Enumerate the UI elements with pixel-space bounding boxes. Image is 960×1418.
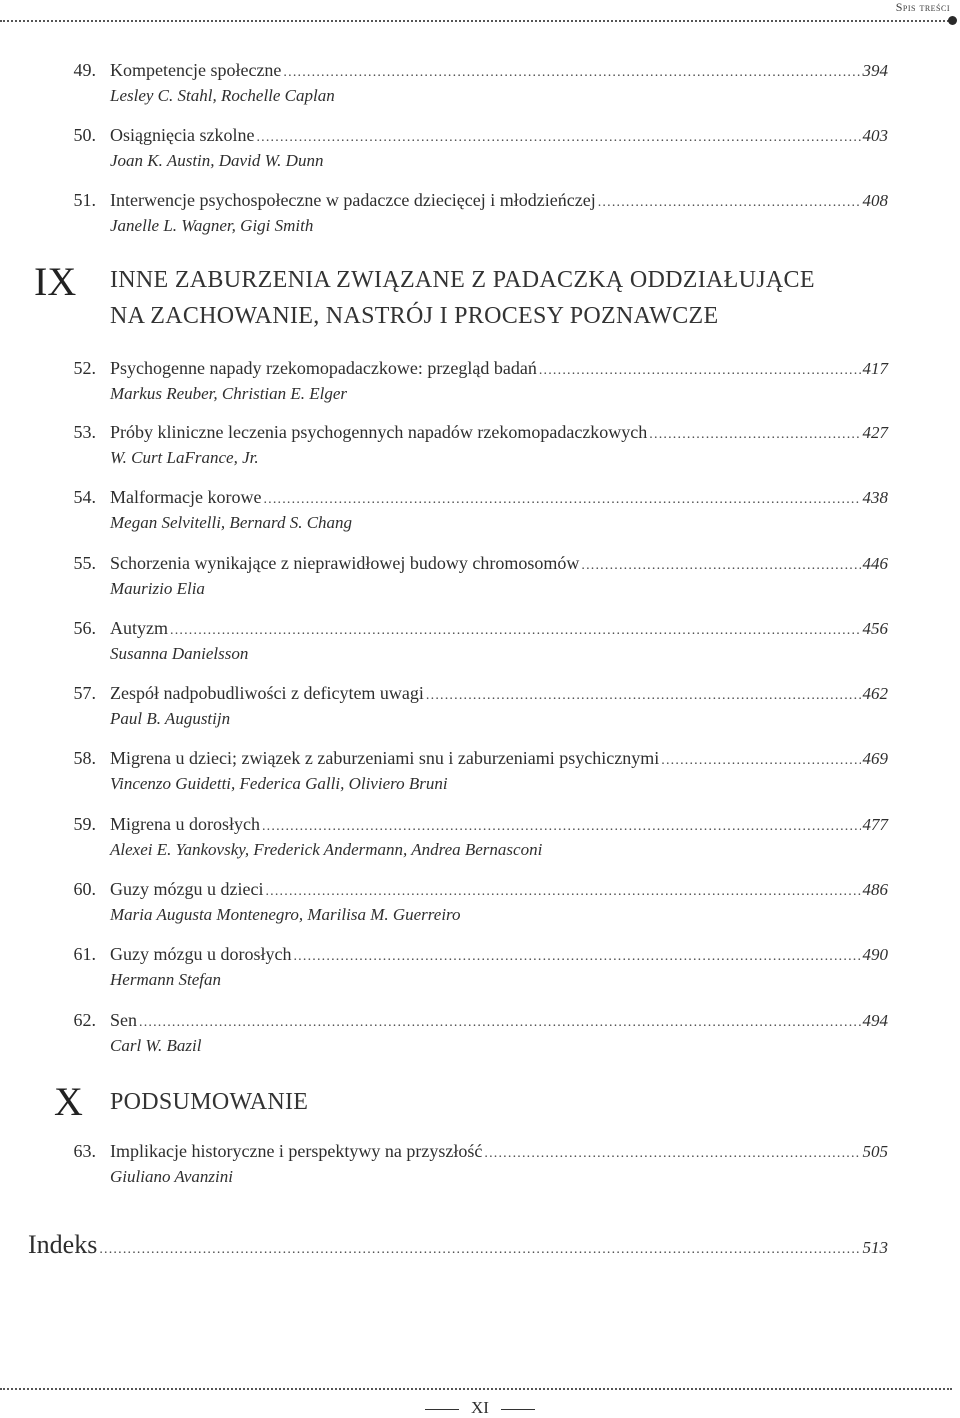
running-head-text: Spis treści	[895, 0, 950, 14]
bottom-dotted-rule	[0, 1388, 952, 1390]
entry-authors: Lesley C. Stahl, Rochelle Caplan	[110, 86, 335, 105]
entry-title: Guzy mózgu u dorosłych	[110, 944, 292, 964]
entry-authors: Megan Selvitelli, Bernard S. Chang	[110, 513, 353, 532]
entry-authors: Susanna Danielsson	[110, 644, 249, 663]
dot-leader	[649, 423, 860, 447]
entry-page: 438	[862, 488, 888, 507]
dot-leader	[256, 126, 860, 150]
dot-leader	[539, 359, 861, 383]
dot-leader	[99, 1242, 860, 1258]
toc-entry-index[interactable]	[28, 1230, 888, 1260]
entry-number: 55.	[73, 553, 96, 573]
entry-authors: Carl W. Bazil	[110, 1036, 202, 1055]
entry-authors: Vincenzo Guidetti, Federica Galli, Oliviero Bruni	[110, 774, 448, 793]
entry-page: 486	[862, 880, 888, 899]
folio-dash-left	[425, 1409, 459, 1410]
dot-leader	[283, 61, 860, 85]
entry-number: 61.	[73, 944, 96, 964]
entry-page: 427	[862, 423, 888, 442]
entry-page: 494	[862, 1011, 888, 1030]
entry-title: Malformacje korowe	[110, 487, 262, 507]
entry-title: Kompetencje społeczne	[110, 60, 282, 80]
section-roman-numeral: X	[54, 1079, 83, 1124]
entry-title: Migrena u dzieci; związek z zaburzeniami snu i zaburzeniami psychicznymi	[110, 748, 660, 768]
entry-page: 462	[862, 684, 888, 703]
entry-title: Guzy mózgu u dzieci	[110, 879, 264, 899]
entry-page: 477	[862, 815, 888, 834]
folio-number: XI	[471, 1398, 489, 1417]
entry-title: Osiągnięcia szkolne	[110, 125, 255, 145]
entry-page: 469	[862, 749, 888, 768]
entry-number: 49.	[73, 60, 96, 80]
top-dotted-rule	[0, 20, 952, 22]
entry-authors: Alexei E. Yankovsky, Frederick Andermann, Andrea Bernasconi	[110, 840, 543, 859]
entry-number: 58.	[73, 748, 96, 768]
entry-authors: Markus Reuber, Christian E. Elger	[110, 384, 348, 403]
entry-authors: Maurizio Elia	[110, 579, 205, 598]
entry-page: 394	[862, 61, 888, 80]
dot-leader	[661, 749, 860, 773]
entry-authors: Hermann Stefan	[110, 970, 221, 989]
folio-dash-right	[501, 1409, 535, 1410]
entry-page: 417	[862, 359, 888, 378]
page-folio	[0, 1398, 960, 1418]
dot-leader	[426, 684, 861, 708]
entry-number: 57.	[73, 683, 96, 703]
entry-number: 59.	[73, 814, 96, 834]
section-heading-line2: NA ZACHOWANIE, NASTRÓJ I PROCESY POZNAWCZE	[110, 303, 719, 329]
dot-leader	[139, 1011, 861, 1035]
dot-leader	[484, 1142, 860, 1166]
index-page: 513	[862, 1238, 888, 1257]
entry-title: Próby kliniczne leczenia psychogennych napadów rzekomopadaczkowych	[110, 422, 648, 442]
entry-title: Zespół nadpobudliwości z deficytem uwagi	[110, 683, 424, 703]
dot-leader	[263, 488, 860, 512]
entry-page: 403	[862, 126, 888, 145]
entry-number: 52.	[73, 358, 96, 378]
top-rule-end-dot	[948, 16, 957, 25]
entry-authors: Maria Augusta Montenegro, Marilisa M. Guerreiro	[110, 905, 461, 924]
entry-title: Sen	[110, 1010, 137, 1030]
entry-number: 50.	[73, 125, 96, 145]
entry-number: 62.	[73, 1010, 96, 1030]
entry-number: 53.	[73, 422, 96, 442]
dot-leader	[598, 191, 861, 215]
entry-number: 54.	[73, 487, 96, 507]
entry-title: Implikacje historyczne i perspektywy na przyszłość	[110, 1141, 483, 1161]
entry-page: 505	[862, 1142, 888, 1161]
entry-number: 56.	[73, 618, 96, 638]
entry-title: Interwencje psychospołeczne w padaczce dziecięcej i młodzieńczej	[110, 190, 596, 210]
entry-number: 63.	[73, 1141, 96, 1161]
dot-leader	[170, 619, 861, 643]
entry-page: 456	[862, 619, 888, 638]
entry-number: 60.	[73, 879, 96, 899]
entry-title: Migrena u dorosłych	[110, 814, 260, 834]
entry-number: 51.	[73, 190, 96, 210]
entry-authors: Joan K. Austin, David W. Dunn	[110, 151, 324, 170]
entry-authors: W. Curt LaFrance, Jr.	[110, 448, 259, 467]
dot-leader	[581, 554, 860, 578]
running-head	[896, 0, 950, 15]
entry-title: Schorzenia wynikające z nieprawidłowej budowy chromosomów	[110, 553, 580, 573]
entry-title: Autyzm	[110, 618, 168, 638]
dot-leader	[262, 815, 861, 839]
entry-page: 490	[862, 945, 888, 964]
dot-leader	[265, 880, 860, 904]
entry-authors: Janelle L. Wagner, Gigi Smith	[110, 216, 314, 235]
entry-authors: Paul B. Augustijn	[110, 709, 231, 728]
index-title: Indeks	[28, 1230, 98, 1259]
entry-authors: Giuliano Avanzini	[110, 1167, 233, 1186]
entry-title: Psychogenne napady rzekomopadaczkowe: przegląd badań	[110, 358, 537, 378]
section-roman-numeral: IX	[34, 259, 77, 304]
entry-page: 408	[862, 191, 888, 210]
dot-leader	[293, 945, 860, 969]
section-heading-line1: INNE ZABURZENIA ZWIĄZANE Z PADACZKĄ ODDZIAŁUJĄCE	[110, 267, 815, 293]
section-heading-line1: PODSUMOWANIE	[110, 1089, 309, 1115]
entry-page: 446	[862, 554, 888, 573]
